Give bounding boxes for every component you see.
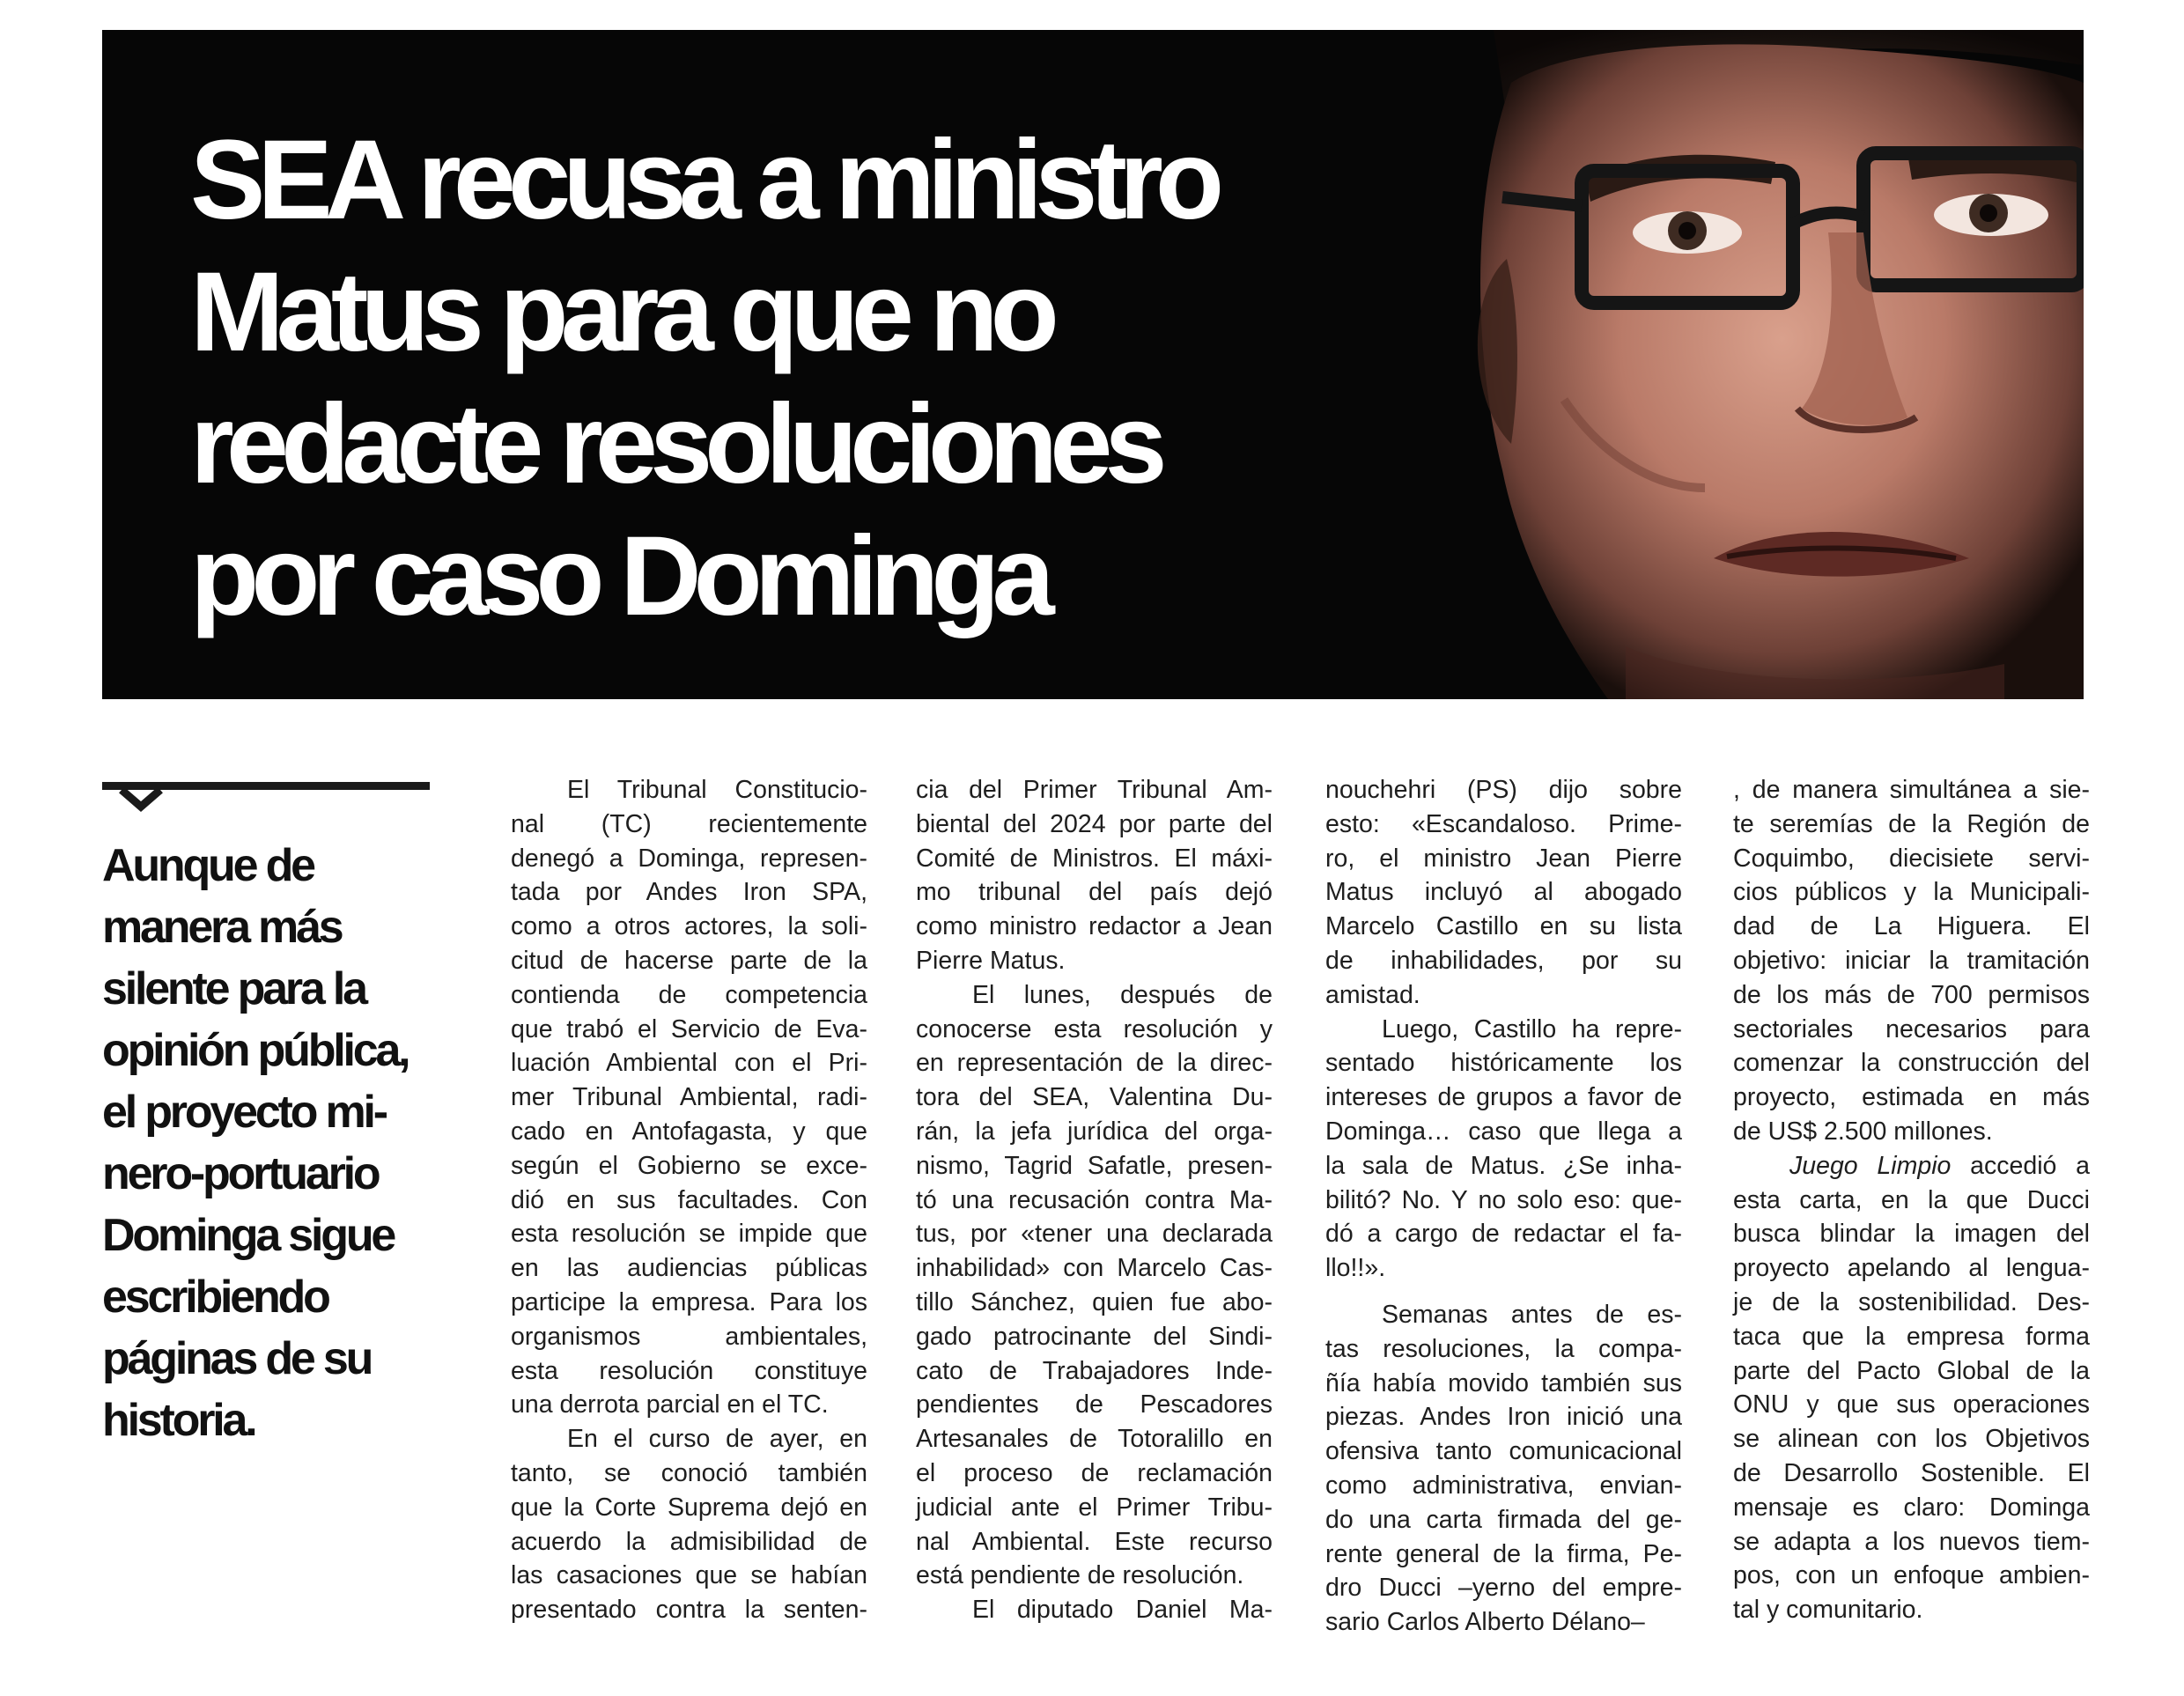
text-line: denegó a Dominga, represen- xyxy=(511,844,867,873)
text-line: comenzar la construcción del xyxy=(1733,1049,2090,1078)
text-line: Matus incluyó al abogado xyxy=(1325,878,1682,907)
text-line: Coquimbo, diecisiete servi- xyxy=(1733,844,2090,873)
text-line: se alinean con los Objetivos xyxy=(1733,1425,2090,1454)
deck-line: nero-portuario xyxy=(102,1148,379,1199)
text-line: , de manera simultánea a sie- xyxy=(1733,776,2090,804)
text-line: mensaje es claro: Dominga xyxy=(1733,1493,2090,1522)
deck-line: manera más xyxy=(102,902,342,953)
text-line: Comité de Ministros. El máxi- xyxy=(916,844,1273,873)
deck-line: escribiendo xyxy=(102,1272,328,1323)
text-line: cato de Trabajadores Inde- xyxy=(916,1356,1273,1385)
text-line: contienda de competencia xyxy=(511,980,867,1009)
text-line: ONU y que sus operaciones xyxy=(1733,1390,2090,1419)
text-line: que la Corte Suprema dejó en xyxy=(511,1493,867,1522)
text-line: ro, el ministro Jean Pierre xyxy=(1325,844,1682,873)
text-line: las casaciones que se habían xyxy=(511,1561,867,1590)
text-line: dro Ducci –yerno del empre- xyxy=(1325,1574,1682,1603)
text-line: proyecto, estimada en más xyxy=(1733,1083,2090,1112)
text-line: mo tribunal del país dejó xyxy=(916,878,1273,907)
text-line: cado en Antofagasta, y que xyxy=(511,1117,867,1146)
text-line: luación Ambiental con el Pri- xyxy=(511,1049,867,1078)
text-line: de inhabilidades, por su xyxy=(1325,946,1682,975)
text-line: nal (TC) recientemente xyxy=(511,809,867,838)
text-line: según el Gobierno se exce- xyxy=(511,1151,867,1180)
text-line: sentado históricamente los xyxy=(1325,1049,1682,1078)
text-line: en representación de la direc- xyxy=(916,1049,1273,1078)
text-line: je de la sostenibilidad. Des- xyxy=(1733,1287,2090,1316)
column-name: Juego Limpio xyxy=(1789,1151,1952,1180)
text-line: citud de hacerse parte de la xyxy=(511,946,867,975)
text-line: Artesanales de Totoralillo en xyxy=(916,1425,1273,1454)
text-line: busca blindar la imagen del xyxy=(1733,1220,2090,1249)
paragraph-gap xyxy=(1325,1286,1682,1298)
text-line: Pierre Matus. xyxy=(916,946,1066,975)
text-line: tas resoluciones, la compa- xyxy=(1325,1334,1682,1363)
text-line: el proceso de reclamación xyxy=(916,1458,1273,1487)
text-line: objetivo: iniciar la tramitación xyxy=(1733,946,2090,975)
deck-sidebar xyxy=(102,782,430,1451)
text-line: presentado contra la senten- xyxy=(511,1596,867,1625)
text-line: El diputado Daniel Ma- xyxy=(972,1596,1273,1625)
text-line: cios públicos y la Municipali- xyxy=(1733,878,2090,907)
text-line: participe la empresa. Para los xyxy=(511,1287,867,1316)
text-line: proyecto apelando al lengua- xyxy=(1733,1254,2090,1283)
text-line: como administrativa, envian- xyxy=(1325,1471,1682,1500)
text-line: nismo, Tagrid Safatle, presen- xyxy=(916,1151,1273,1180)
body-column-4 xyxy=(1733,773,2090,1627)
text-line: inhabilidad» con Marcelo Cas- xyxy=(916,1254,1273,1283)
deck-line: silente para la xyxy=(102,963,365,1014)
text-line: se adapta a los nuevos tiem- xyxy=(1733,1527,2090,1556)
body-column-1 xyxy=(511,773,867,1627)
text-line: que trabó el Servicio de Eva- xyxy=(511,1014,867,1043)
text-line: parte del Pacto Global de la xyxy=(1733,1356,2090,1385)
text-line: nal Ambiental. Este recurso xyxy=(916,1527,1273,1556)
deck-text xyxy=(102,835,430,1451)
text-line xyxy=(1733,1149,2090,1184)
text-line: la sala de Matus. ¿Se inha- xyxy=(1325,1151,1682,1180)
text-line: dad de La Higuera. El xyxy=(1733,912,2090,941)
text-line: En el curso de ayer, en xyxy=(567,1425,867,1454)
text-line: piezas. Andes Iron inició una xyxy=(1325,1403,1682,1432)
text-line: amistad. xyxy=(1325,980,1420,1009)
text-line: acuerdo la admisibilidad de xyxy=(511,1527,867,1556)
text-line: taca que la empresa forma xyxy=(1733,1322,2090,1351)
text-line: está pendiente de resolución. xyxy=(916,1561,1244,1590)
text-line: te seremías de la Región de xyxy=(1733,809,2090,838)
text-line: biental del 2024 por parte del xyxy=(916,809,1273,838)
text-line: mer Tribunal Ambiental, radi- xyxy=(511,1083,867,1112)
text-line: tanto, se conoció también xyxy=(511,1458,867,1487)
text-line: como a otros actores, la soli- xyxy=(511,912,867,941)
text-line: El lunes, después de xyxy=(972,980,1273,1009)
body-column-3 xyxy=(1325,773,1682,1640)
text-line: gado patrocinante del Sindi- xyxy=(916,1322,1273,1351)
text-line: de US$ 2.500 millones. xyxy=(1733,1117,1993,1146)
text-line: tal y comunitario. xyxy=(1733,1596,1923,1625)
deck-line: páginas de su xyxy=(102,1333,372,1384)
deck-line: opinión pública, xyxy=(102,1025,409,1076)
text-line: intereses de grupos a favor de xyxy=(1325,1083,1682,1112)
deck-line: Dominga sigue xyxy=(102,1210,395,1261)
text-line: organismos ambientales, xyxy=(511,1322,867,1351)
text-line: esta resolución se impide que xyxy=(511,1220,867,1249)
text-line: cia del Primer Tribunal Am- xyxy=(916,776,1273,804)
text-line: Marcelo Castillo en su lista xyxy=(1325,912,1682,941)
text-line: Dominga… caso que llega a xyxy=(1325,1117,1682,1146)
text-line: esto: «Escandaloso. Prime- xyxy=(1325,809,1682,838)
text-line: tus, por «tener una declarada xyxy=(916,1220,1273,1249)
headline-line: por caso Dominga xyxy=(190,513,1047,639)
text-line: tó una recusación contra Ma- xyxy=(916,1185,1273,1214)
body-column-2 xyxy=(916,773,1273,1627)
text-line: tora del SEA, Valentina Du- xyxy=(916,1083,1273,1112)
deck-line: Aunque de xyxy=(102,840,314,891)
text-line: sario Carlos Alberto Délano– xyxy=(1325,1608,1645,1637)
deck-line: el proyecto mi- xyxy=(102,1087,386,1138)
text-line: una derrota parcial en el TC. xyxy=(511,1390,829,1419)
text-line: dó a cargo de redactar el fa- xyxy=(1325,1220,1682,1249)
text-line: sectoriales necesarios para xyxy=(1733,1014,2090,1043)
headline-line: redacte resoluciones xyxy=(190,381,1160,507)
text-fragment: accedió a xyxy=(1951,1151,2090,1180)
headline xyxy=(190,114,1335,643)
text-line: nouchehri (PS) dijo sobre xyxy=(1325,776,1682,804)
text-line: ñía había movido también sus xyxy=(1325,1368,1682,1397)
text-line: El Tribunal Constitucio- xyxy=(567,776,867,804)
hero-banner xyxy=(102,30,2084,699)
text-line: conocerse esta resolución y xyxy=(916,1014,1273,1043)
text-line: de los más de 700 permisos xyxy=(1733,980,2090,1009)
text-line: como ministro redactor a Jean xyxy=(916,912,1273,941)
chevron-rule-icon xyxy=(102,782,430,814)
text-line: Semanas antes de es- xyxy=(1382,1300,1682,1329)
text-line: Luego, Castillo ha repre- xyxy=(1382,1014,1682,1043)
text-line: llo!!». xyxy=(1325,1254,1386,1283)
text-line: esta carta, en la que Ducci xyxy=(1733,1185,2090,1214)
text-line: bilitó? No. Y no solo eso: que- xyxy=(1325,1185,1682,1214)
deck-line: historia. xyxy=(102,1395,255,1446)
text-line: en las audiencias públicas xyxy=(511,1254,867,1283)
text-line: do una carta firmada del ge- xyxy=(1325,1505,1682,1534)
text-line: pos, con un enfoque ambien- xyxy=(1733,1561,2090,1590)
text-line: judicial ante el Primer Tribu- xyxy=(916,1493,1273,1522)
text-line: tillo Sánchez, quien fue abo- xyxy=(916,1287,1273,1316)
text-line: tada por Andes Iron SPA, xyxy=(511,878,867,907)
text-line: dió en sus facultades. Con xyxy=(511,1185,867,1214)
headline-line: Matus para que no xyxy=(190,249,1051,375)
text-line: rente general de la firma, Pe- xyxy=(1325,1539,1682,1568)
text-line: esta resolución constituye xyxy=(511,1356,867,1385)
text-line: ofensiva tanto comunicacional xyxy=(1325,1437,1682,1466)
text-line: rán, la jefa jurídica del orga- xyxy=(916,1117,1273,1146)
text-line: pendientes de Pescadores xyxy=(916,1390,1273,1419)
text-line: de Desarrollo Sostenible. El xyxy=(1733,1458,2090,1487)
headline-line: SEA recusa a ministro xyxy=(190,117,1216,243)
